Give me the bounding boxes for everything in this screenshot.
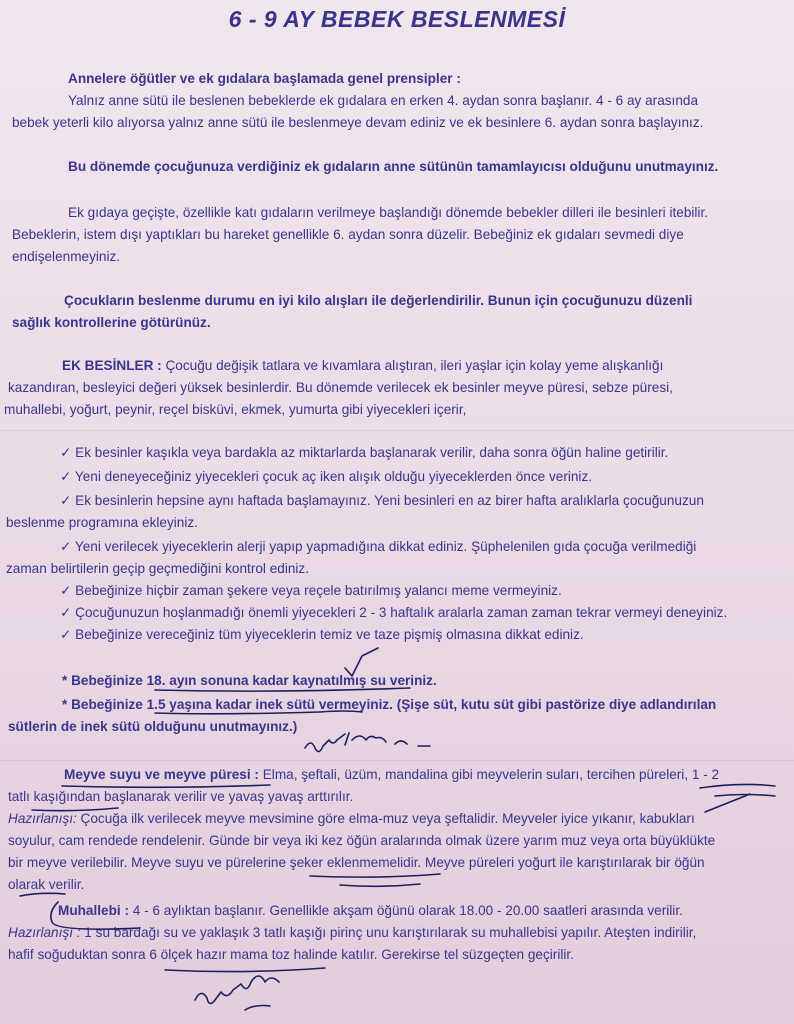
- checklist-item: ✓ Ek besinlerin hepsine aynı haftada başlamayınız. Yeni besinleri en az birer hafta aralıklarla çocuğunuzun: [60, 493, 704, 508]
- muhallebi-label: Muhallebi :: [58, 903, 129, 918]
- transition-line: endişelenmeyiniz.: [12, 249, 121, 264]
- meyve-label: Meyve suyu ve meyve püresi :: [64, 767, 259, 782]
- weight-line: sağlık kontrollerine götürünüz.: [12, 315, 211, 330]
- meyve-line: olarak verilir.: [8, 877, 85, 892]
- checklist-item: ✓ Ek besinler kaşıkla veya bardakla az miktarlarda başlanarak verilir, daha sonra öğün haline getirilir.: [60, 445, 669, 460]
- ek-besinler-line: kazandıran, besleyici değeri yüksek besinlerdir. Bu dönemde verilecek ek besinler meyve püresi, sebze püresi,: [8, 380, 673, 395]
- muhallebi-prep-label: Hazırlanışı :: [8, 925, 81, 940]
- muhallebi-line: hafif soğuduktan sonra 6 ölçek hazır mama toz halinde katılır. Gerekirse tel süzgeçten geçirilir.: [8, 947, 574, 962]
- underline: [310, 874, 440, 886]
- checklist-item: ✓ Bebeğinize vereceğiniz tüm yiyeceklerin temiz ve taze pişmiş olmasına dikkat ediniz.: [60, 627, 584, 642]
- checklist-item: ✓ Bebeğinize hiçbir zaman şekere veya reçele batırılmış yalancı meme vermeyiniz.: [60, 583, 562, 598]
- checklist-item: ✓ Yeni verilecek yiyeceklerin alerji yapıp yapmadığına dikkat ediniz. Şüphelenilen gıda çocuğa verilmediği: [60, 539, 697, 554]
- checklist-item-cont: zaman belirtilerin geçip geçmediğini kontrol ediniz.: [6, 561, 309, 576]
- note-milk-cont: sütlerin de inek sütü olduğunu unutmayınız.): [8, 719, 298, 734]
- muhallebi-paragraph: [58, 900, 683, 922]
- ek-besinler-text: Çocuğu değişik tatlara ve kıvamlara alıştıran, ileri yaşlar için kolay yeme alışkanlığı: [161, 358, 664, 373]
- checklist-item: ✓ Yeni deneyeceğiniz yiyecekleri çocuk aç iken alışık olduğu yiyeceklerden önce veriniz.: [60, 469, 593, 484]
- note-milk: * Bebeğinize 1.5 yaşına kadar inek sütü vermeyiniz. (Şişe süt, kutu süt gibi pastörize diye adlandırılan: [62, 697, 717, 712]
- note-water: * Bebeğinize 18. ayın sonuna kadar kaynatılmış su veriniz.: [62, 673, 437, 688]
- meyve-prep-text: Çocuğa ilk verilecek meyve mevsimine göre elma-muz veya şeftalidir. Meyveler iyice yıkanır, kabukları: [76, 811, 695, 826]
- reminder-text: Bu dönemde çocuğunuza verdiğiniz ek gıdaların anne sütünün tamamlayıcısı olduğunu unutmayınız.: [68, 159, 719, 174]
- meyve-paragraph: [64, 764, 719, 786]
- meyve-text: Elma, şeftali, üzüm, mandalina gibi meyvelerin suları, tercihen püreleri, 1 - 2: [258, 767, 720, 782]
- underline: [705, 794, 750, 812]
- checklist-item: ✓ Çocuğunuzun hoşlanmadığı önemli yiyecekleri 2 - 3 haftalık aralarla zaman zaman tekrar vermeyi deneyiniz.: [60, 605, 728, 620]
- meyve-prep: [8, 808, 695, 830]
- scribble-note: [305, 733, 430, 752]
- page-title: 6 - 9 AY BEBEK BESLENMESİ: [228, 6, 566, 32]
- intro-line: bebek yeterli kilo alıyorsa yalnız anne sütü ile beslenmeye devam ediniz ve ek besinlere 6. aydan sonra başlayınız.: [12, 115, 704, 130]
- intro-heading: Annelere öğütler ve ek gıdalara başlamada genel prensipler :: [68, 71, 461, 86]
- muhallebi-text: 4 - 6 aylıktan başlanır. Genellikle akşam öğünü olarak 18.00 - 20.00 saatleri arasında verilir.: [129, 903, 683, 918]
- ek-besinler-line: muhallebi, yoğurt, peynir, reçel bisküvi, ekmek, yumurta gibi yiyecekleri içerir,: [4, 402, 467, 417]
- transition-line: Ek gıdaya geçişte, özellikle katı gıdaların verilmeye başlandığı dönemde bebekler dilleri ile besinleri itebilir.: [68, 205, 709, 220]
- meyve-line: soyulur, cam rendede rendelenir. Günde bir veya iki kez öğün aralarında olmak üzere yarım muz veya orta büyüklükte: [8, 833, 716, 848]
- transition-line: Bebeklerin, istem dışı yaptıkları bu hareket genellikle 6. aydan sonra düzelir. Bebeğiniz ek gıdaları sevmedi diye: [12, 227, 684, 242]
- underline: [700, 784, 775, 796]
- underline: [165, 968, 325, 972]
- ek-besinler-label: EK BESİNLER :: [62, 358, 162, 373]
- ek-besinler-paragraph: [62, 355, 663, 377]
- weight-line: Çocukların beslenme durumu en iyi kilo alışları ile değerlendirilir. Bunun için çocuğunuzu düzenli: [64, 293, 693, 308]
- meyve-line: tatlı kaşığından başlanarak verilir ve yavaş yavaş arttırılır.: [8, 789, 354, 804]
- muhallebi-prep-text: 1 su bardağı su ve yaklaşık 3 tatlı kaşığı pirinç unu karıştırılarak su muhallebisi yapılır. Ateşten indirilir,: [80, 925, 697, 940]
- meyve-line: bir meyve verilebilir. Meyve suyu ve pürelerine şeker eklenmemelidir. Meyve püreleri yoğurt ile karıştırılarak bir öğün: [8, 855, 705, 870]
- intro-line: Yalnız anne sütü ile beslenen bebeklerde ek gıdalara en erken 4. aydan sonra başlanır. 4 - 6 ay arasında: [68, 93, 699, 108]
- muhallebi-prep: [8, 922, 696, 944]
- scribble-note: [195, 976, 279, 1010]
- checklist-item-cont: beslenme programına ekleyiniz.: [6, 515, 198, 530]
- meyve-prep-label: Hazırlanışı:: [8, 811, 77, 826]
